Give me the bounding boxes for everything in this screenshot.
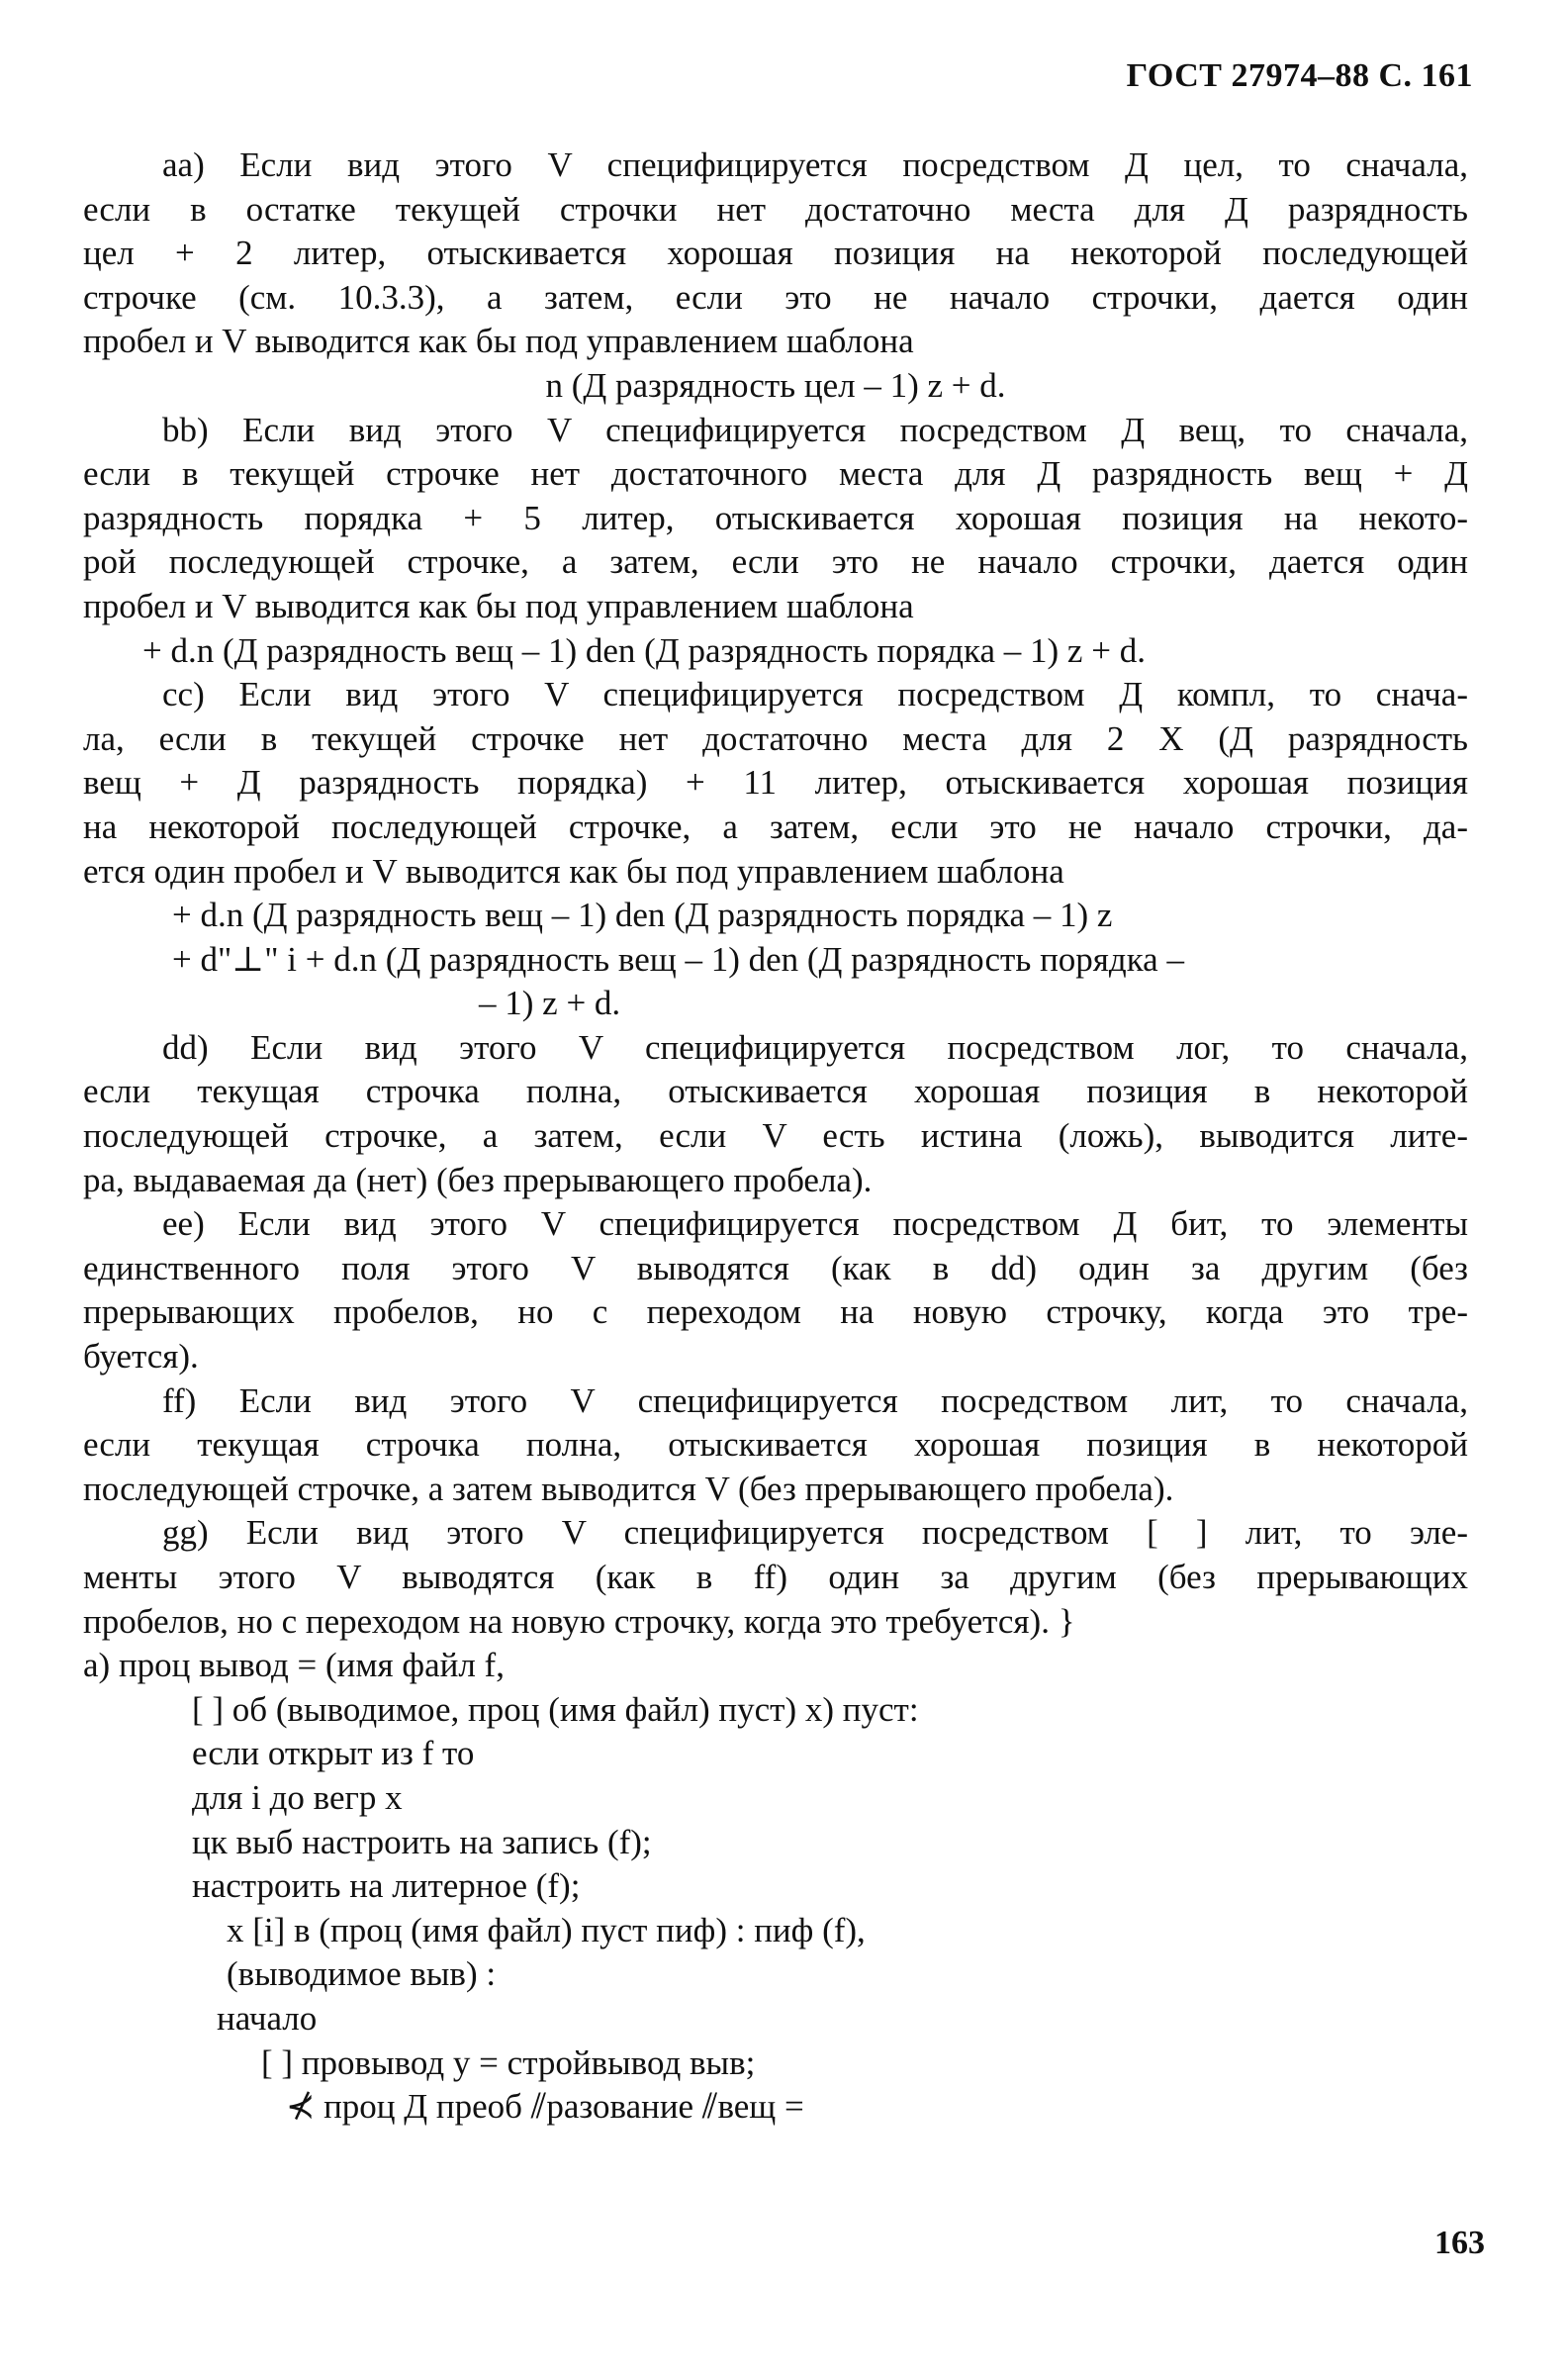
formula-bb: + d.n (Д разрядность вещ – 1) den (Д разрядность порядка – 1) z + d. [142, 630, 1146, 670]
paragraph-dd-line: dd) Если вид этого V специфицируется посредством лог, то сначала, [162, 1027, 1468, 1067]
paragraph-aa-line: если в остатке текущей строчки нет достаточно места для Д разрядность [83, 189, 1468, 229]
paragraph-ee-line: прерывающих пробелов, но с переходом на новую строчку, когда это тре- [83, 1292, 1468, 1332]
paragraph-aa-line: aa) Если вид этого V специфицируется посредством Д цел, то сначала, [162, 145, 1468, 184]
code-line: ⊀ проц Д преоб ⫽разование ⫽вещ = [286, 2087, 804, 2127]
paragraph-cc-line: на некоторой последующей строчке, а затем, если это не начало строчки, да- [83, 807, 1468, 846]
paragraph-aa-line: цел + 2 литер, отыскивается хорошая позиция на некоторой последующей [83, 234, 1468, 273]
code-line: цк выб настроить на запись (f); [192, 1822, 652, 1861]
formula-cc-line: – 1) z + d. [479, 984, 621, 1023]
paragraph-bb-line: разрядность порядка + 5 литер, отыскивается хорошая позиция на некото- [83, 498, 1468, 537]
code-line: a) проц вывод = (имя файл f, [83, 1646, 505, 1685]
paragraph-ff-line: последующей строчке, а затем выводится V (без прерывающего пробела). [83, 1469, 1174, 1508]
paragraph-gg-line: менты этого V выводятся (как в ff) один за другим (без прерывающих [83, 1558, 1468, 1596]
paragraph-gg-line: gg) Если вид этого V специфицируется посредством [ ] лит, то эле- [162, 1513, 1468, 1553]
code-line: (выводимое выв) : [227, 1954, 497, 1994]
code-line: [ ] об (выводимое, проц (имя файл) пуст) x) пуст: [192, 1689, 919, 1729]
formula-cc-line: + d.n (Д разрядность вещ – 1) den (Д разрядность порядка – 1) z [172, 896, 1113, 935]
formula-aa: n (Д разрядность цел – 1) z + d. [545, 365, 1006, 405]
paragraph-bb-line: пробел и V выводится как бы под управлением шаблона [83, 586, 914, 625]
body-text [83, 143, 1468, 2130]
paragraph-ee-line: буется). [83, 1337, 199, 1377]
paragraph-gg-line: пробелов, но с переходом на новую строчку, когда это требуется). } [83, 1601, 1075, 1641]
paragraph-bb-line: рой последующей строчке, а затем, если это не начало строчки, дается один [83, 542, 1468, 582]
running-header: ГОСТ 27974–88 С. 161 [1126, 57, 1473, 94]
paragraph-aa-line: строчке (см. 10.3.3), а затем, если это не начало строчки, дается один [83, 277, 1468, 317]
paragraph-bb-line: bb) Если вид этого V специфицируется посредством Д вещ, то сначала, [162, 410, 1468, 449]
code-line: если открыт из f то [192, 1734, 475, 1773]
paragraph-aa-line: пробел и V выводится как бы под управлением шаблона [83, 322, 914, 361]
page-number: 163 [1434, 2225, 1485, 2261]
code-line: x [i] в (проц (имя файл) пуст пиф) : пиф (f), [227, 1910, 866, 1949]
paragraph-cc-line: вещ + Д разрядность порядка) + 11 литер, отыскивается хорошая позиция [83, 763, 1468, 803]
code-line: настроить на литерное (f); [192, 1866, 581, 1906]
paragraph-dd-line: последующей строчке, а затем, если V есть истина (ложь), выводится лите- [83, 1116, 1468, 1156]
paragraph-cc-line: ла, если в текущей строчке нет достаточно места для 2 X (Д разрядность [83, 718, 1468, 758]
paragraph-ee-line: единственного поля этого V выводятся (как в dd) один за другим (без [83, 1248, 1468, 1287]
paragraph-ee-line: ee) Если вид этого V специфицируется посредством Д бит, то элементы [162, 1204, 1468, 1244]
paragraph-cc-line: ется один пробел и V выводится как бы под управлением шаблона [83, 851, 1064, 891]
code-line: [ ] провывод y = стройвывод выв; [261, 2042, 756, 2082]
formula-cc-line: + d"⊥" i + d.n (Д разрядность вещ – 1) den (Д разрядность порядка – [172, 939, 1184, 979]
paragraph-bb-line: если в текущей строчке нет достаточного места для Д разрядность вещ + Д [83, 454, 1468, 494]
paragraph-dd-line: ра, выдаваемая да (нет) (без прерывающего пробела). [83, 1160, 873, 1199]
paragraph-dd-line: если текущая строчка полна, отыскивается хорошая позиция в некоторой [83, 1072, 1468, 1111]
code-line: для i до вегр x [192, 1777, 403, 1817]
code-line: начало [217, 1998, 318, 2038]
paragraph-ff-line: если текущая строчка полна, отыскивается хорошая позиция в некоторой [83, 1425, 1468, 1465]
paragraph-cc-line: cc) Если вид этого V специфицируется посредством Д компл, то снача- [162, 675, 1468, 714]
paragraph-ff-line: ff) Если вид этого V специфицируется посредством лит, то сначала, [162, 1380, 1468, 1420]
